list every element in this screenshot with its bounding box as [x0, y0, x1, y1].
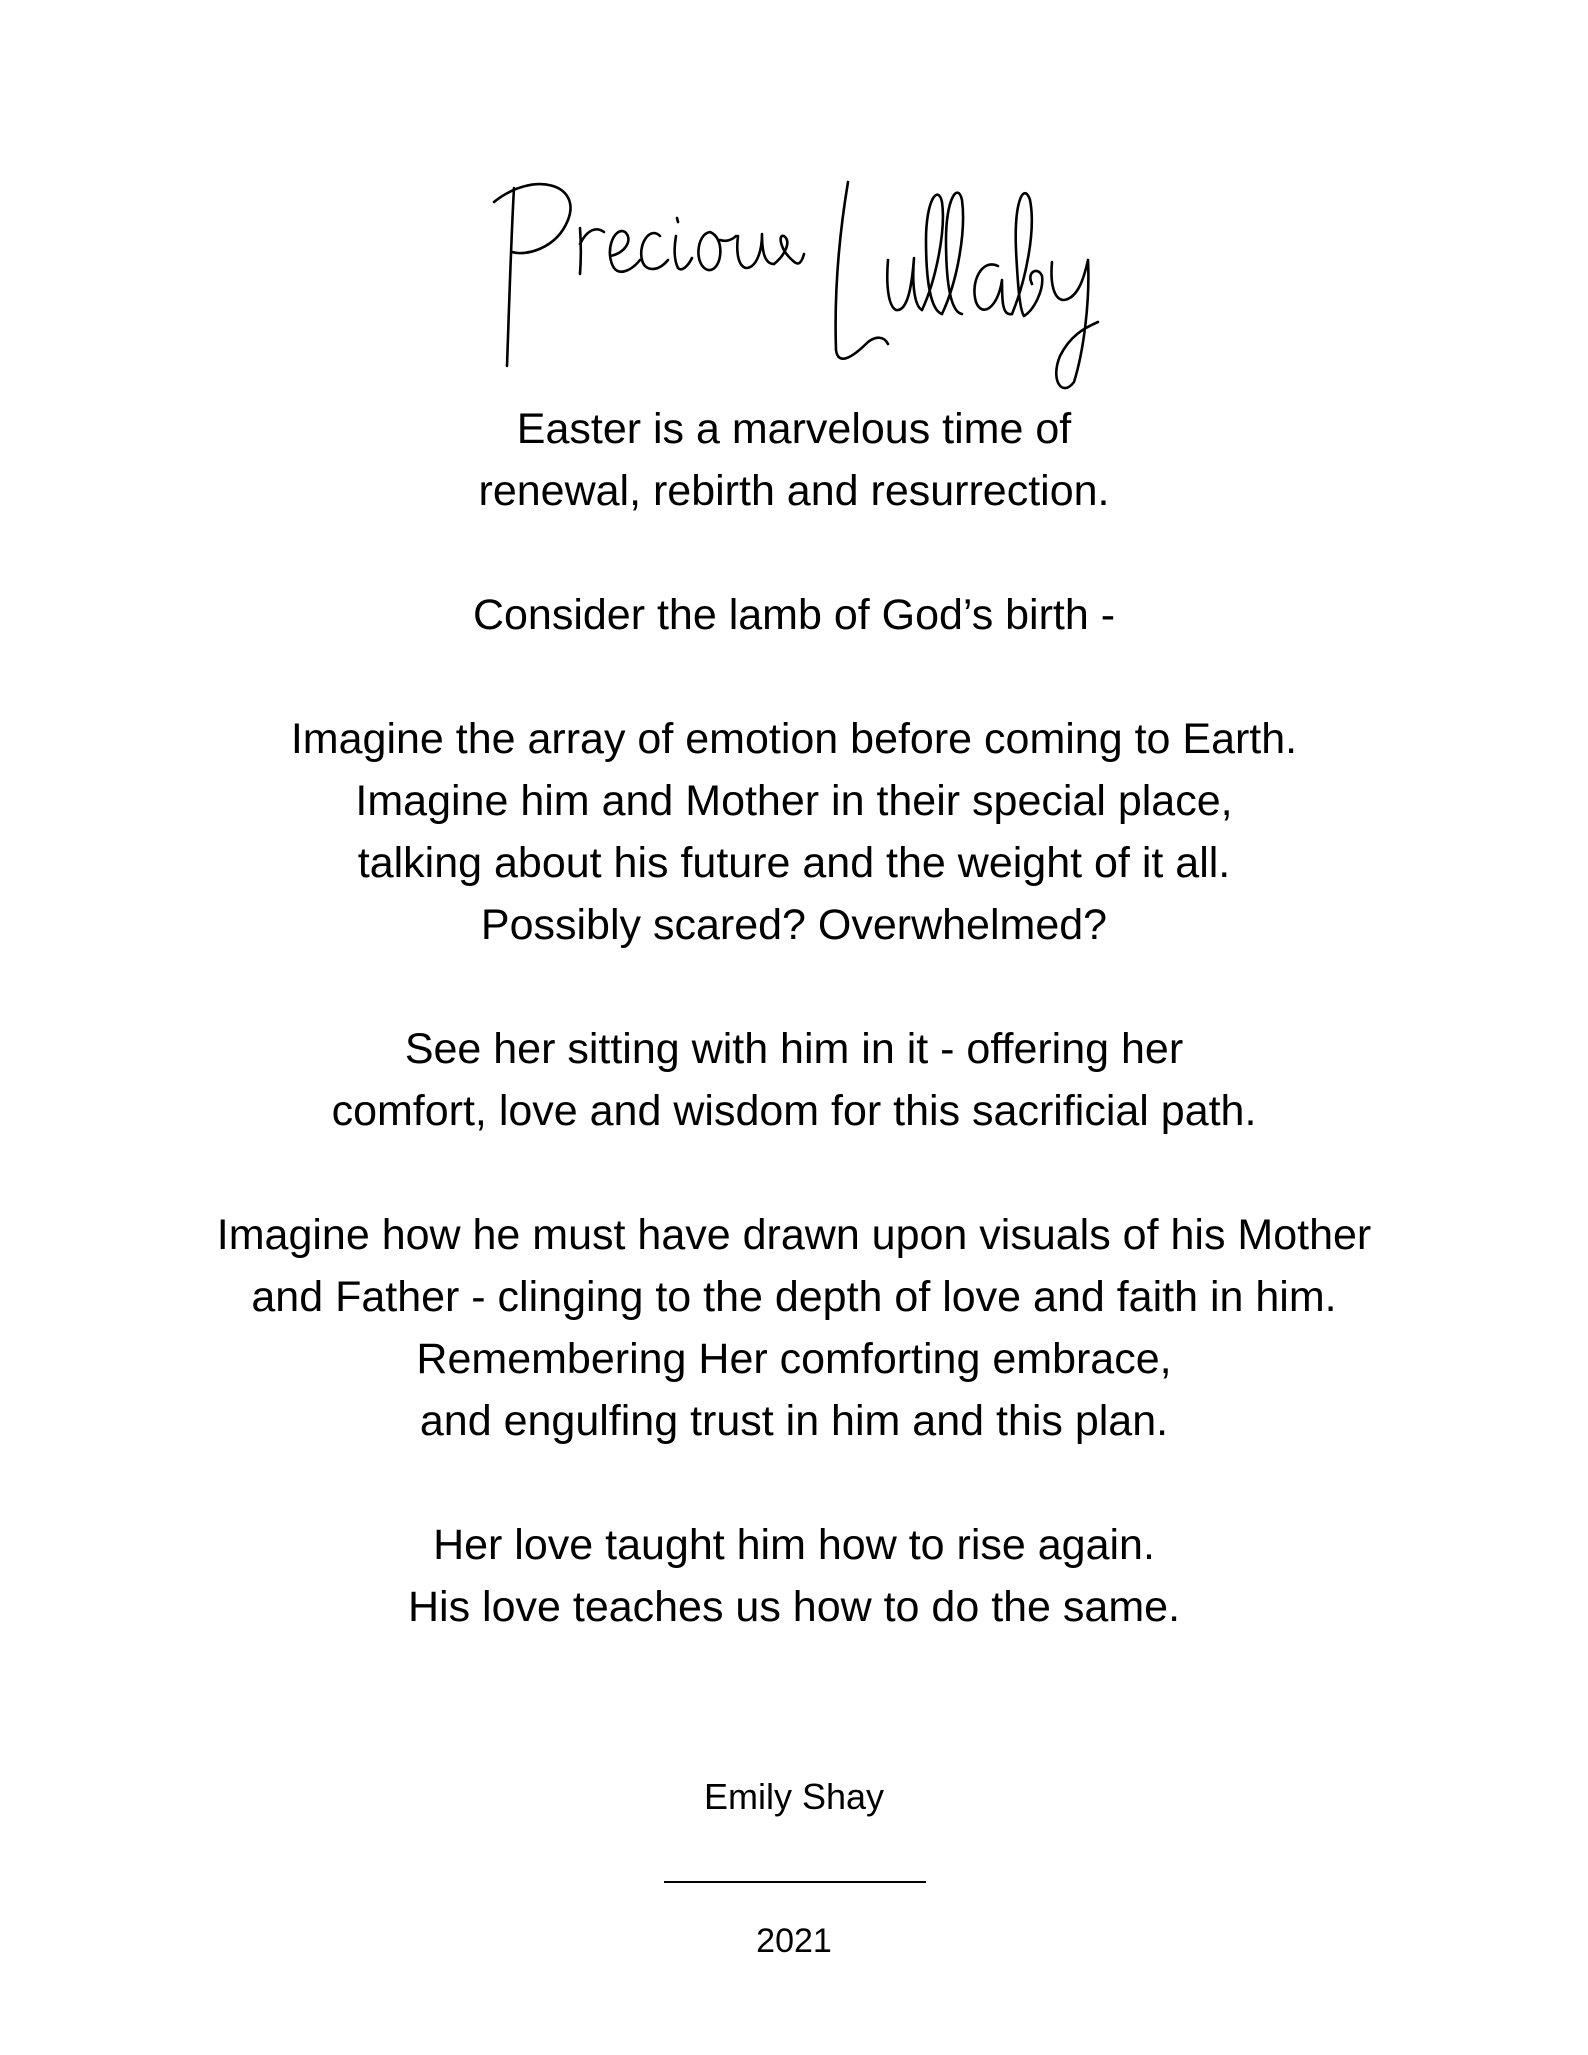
- poem-line: His love teaches us how to do the same.: [407, 1583, 1181, 1631]
- stanza: [0, 1204, 1588, 1452]
- poem-line: Imagine how he must have drawn upon visuals of his Mother: [216, 1211, 1372, 1259]
- poem-line: Imagine the array of emotion before coming to Earth.: [290, 715, 1298, 763]
- author-name: Emily Shay: [703, 1776, 885, 1817]
- signature-divider: [664, 1881, 926, 1883]
- poem-line: Possibly scared? Overwhelmed?: [480, 901, 1108, 949]
- stanza: [0, 1514, 1588, 1638]
- poem-line: Consider the lamb of God’s birth -: [472, 591, 1116, 639]
- poem-title-script: [484, 160, 1104, 400]
- stanza: [0, 1018, 1588, 1142]
- stanza: [0, 398, 1588, 522]
- poem-line: Imagine him and Mother in their special place,: [355, 777, 1233, 825]
- poem-line: and engulfing trust in him and this plan.: [419, 1397, 1169, 1445]
- poem-line: renewal, rebirth and resurrection.: [478, 467, 1110, 515]
- poem-line: Remembering Her comforting embrace,: [416, 1335, 1172, 1383]
- poem-line: comfort, love and wisdom for this sacrificial path.: [331, 1087, 1257, 1135]
- poem-line: and Father - clinging to the depth of love and faith in him.: [251, 1273, 1337, 1321]
- poem-year: 2021: [756, 1922, 832, 1960]
- poem-line: talking about his future and the weight of it all.: [357, 839, 1231, 887]
- stanza: [0, 584, 1588, 646]
- poem-line: See her sitting with him in it - offering her: [404, 1025, 1184, 1073]
- poem-body: [0, 398, 1588, 1638]
- stanza: [0, 708, 1588, 956]
- poem-line: Her love taught him how to rise again.: [433, 1521, 1155, 1569]
- poem-line: Easter is a marvelous time of: [516, 405, 1072, 453]
